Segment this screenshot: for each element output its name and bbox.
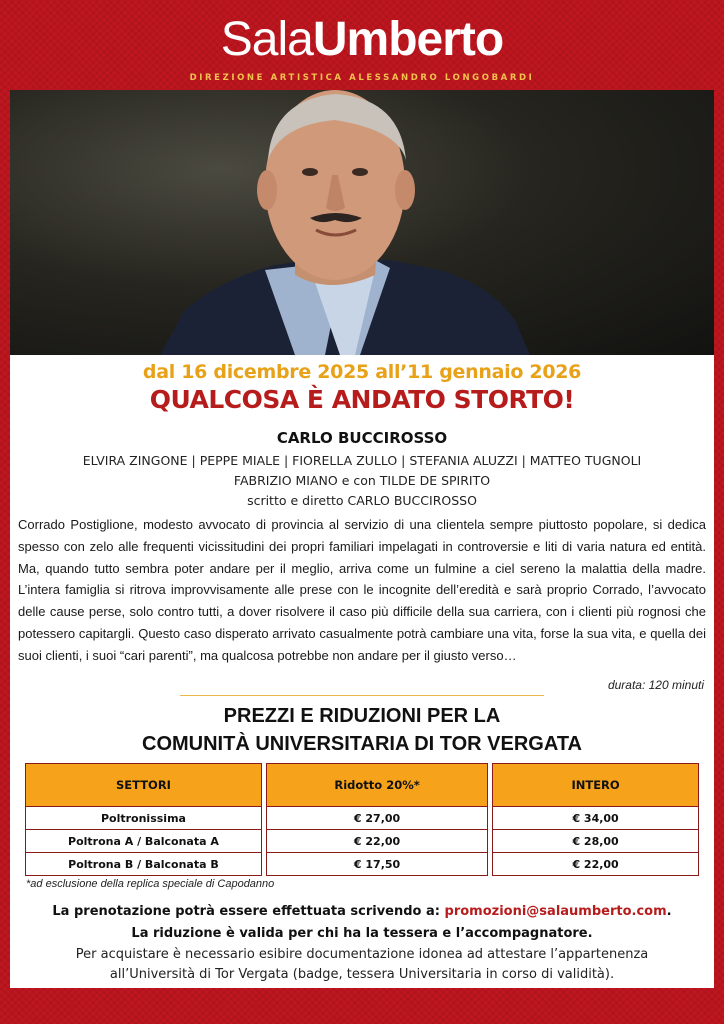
price-footnote: *ad esclusione della replica speciale di Capodanno (26, 878, 275, 890)
logo-sala-text: Sala (220, 13, 313, 66)
lead-actor: CARLO BUCCIROSSO (276, 429, 448, 447)
logo-umberto-text: Umberto (312, 13, 504, 66)
table-row (26, 853, 699, 876)
show-title: QUALCOSA È ANDATO STORTO! (149, 385, 575, 414)
header-ridotto: Ridotto 20%* (266, 764, 487, 807)
flyer-card (10, 90, 714, 988)
portrait-illustration (10, 90, 714, 355)
header (0, 0, 724, 90)
full-price-cell: € 22,00 (493, 853, 699, 876)
full-price-cell: € 28,00 (493, 830, 699, 853)
reduced-price-cell: € 27,00 (266, 807, 487, 830)
actor-portrait-image (10, 90, 714, 355)
reduction-validity: La riduzione è valida per chi ha la tessera e l’accompagnatore. (131, 926, 593, 941)
price-table-header (26, 764, 699, 807)
requirement-line-1: Per acquistare è necessario esibire documentazione idonea ad attestare l’appartenenza (75, 947, 649, 962)
prices-title-line-2: COMUNITÀ UNIVERSITARIA DI TOR VERGATA (142, 733, 582, 755)
divider (180, 695, 544, 696)
table-row (26, 807, 699, 830)
sector-cell: Poltrona A / Balconata A (26, 830, 262, 853)
duration-text: durata: 120 minuti (607, 678, 704, 692)
sala-umberto-logo[interactable] (0, 14, 724, 66)
author-director-line: scritto e diretto CARLO BUCCIROSSO (247, 493, 477, 508)
sector-cell: Poltrona B / Balconata B (26, 853, 262, 876)
show-dates: dal 16 dicembre 2025 all’11 gennaio 2026 (142, 361, 582, 383)
artistic-direction-tagline: DIREZIONE ARTISTICA ALESSANDRO LONGOBARDI (189, 73, 535, 83)
sector-cell: Poltronissima (26, 807, 262, 830)
booking-line (10, 904, 714, 919)
cast-line-1: ELVIRA ZINGONE | PEPPE MIALE | FIORELLA ZULLO | STEFANIA ALUZZI | MATTEO TUGNOLI (82, 453, 642, 468)
requirement-line-2: all’Università di Tor Vergata (badge, tessera Universitaria in corso di validità). (109, 967, 615, 982)
booking-text: La prenotazione potrà essere effettuata scrivendo a: (52, 904, 445, 919)
cast-line-2: FABRIZIO MIANO e con TILDE DE SPIRITO (233, 473, 491, 488)
synopsis-text: Corrado Postiglione, modesto avvocato di provincia al servizio di una clientela sempre piuttosto popolare, si dedica spesso con zelo alle frequenti vicissitudini dei propri familiari impelagati in controversie e liti di varia natura ed entità. Ma, quando tutto sembra poter andare per il meglio, arriva come un fulmine a ciel sereno la malattia della madre. L’intera famiglia si ritrova improvvisamente alle prese con le incognite dell’eredità e sarà proprio Corrado, l’avvocato delle cause perse, solo contro tutti, a dover risolvere il caso più difficile della sua carriera, con i clienti più rognosi che potessero capitargli. Questo caso disperato arrivato casualmente potrà cambiare una vita, forse la sua vita, e quella dei suoi clienti, i suoi “cari parenti”, ma qualcosa potrebbe non andare per il giusto verso… (18, 517, 706, 663)
reduced-price-cell: € 22,00 (266, 830, 487, 853)
booking-text-end: . (666, 904, 672, 919)
prices-title (10, 702, 714, 758)
header-intero: INTERO (493, 764, 699, 807)
prices-title-line-1: PREZZI E RIDUZIONI PER LA (223, 705, 501, 727)
table-row (26, 830, 699, 853)
booking-email-link[interactable]: promozioni@salaumberto.com (444, 904, 667, 919)
header-settori: SETTORI (26, 764, 262, 807)
full-price-cell: € 34,00 (493, 807, 699, 830)
requirement-text (60, 945, 664, 985)
price-table (25, 763, 699, 876)
reduced-price-cell: € 17,50 (266, 853, 487, 876)
